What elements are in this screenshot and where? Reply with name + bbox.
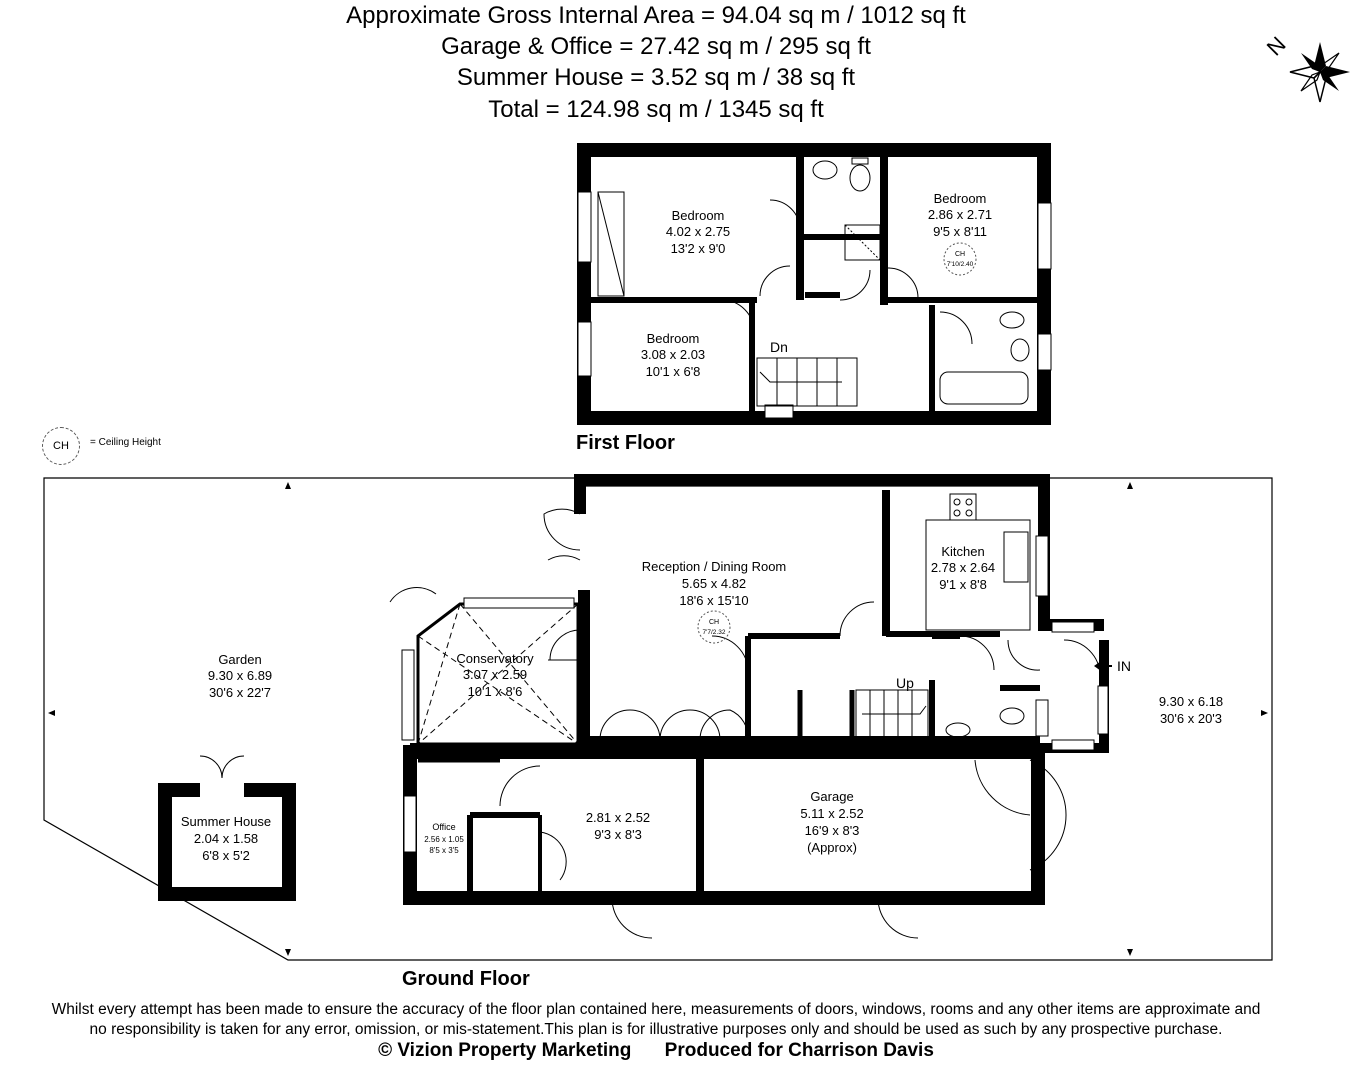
reception-ch-value: 7'7/2.32 [702,629,726,636]
summer-house-name: Summer House [180,814,272,829]
ceiling-height-legend-text: = Ceiling Height [90,437,161,448]
reception-imperial: 18'6 x 15'10 [679,593,749,608]
bedroom2-imperial: 9'5 x 8'11 [933,224,987,239]
compass-rose-icon [1290,42,1350,102]
garage-name: Garage [810,789,854,804]
front-garden-imperial: 30'6 x 20'3 [1159,711,1223,726]
bedroom3-imperial: 10'1 x 6'8 [645,364,701,379]
bedroom3-metric: 3.08 x 2.03 [640,347,706,362]
summer-house-area-line: Summer House = 3.52 sq m / 38 sq ft [456,64,856,91]
garage-office-area-line: Garage & Office = 27.42 sq m / 295 sq ft [441,33,871,60]
credits [0,1040,1312,1062]
garage-imperial: 16'9 x 8'3 [804,823,860,838]
garden-name: Garden [218,652,262,667]
bedroom1-metric: 4.02 x 2.75 [665,224,731,239]
copyright-text: © Vizion Property Marketing [378,1040,632,1061]
kitchen-imperial: 9'1 x 8'8 [939,577,987,592]
office-metric: 2.56 x 1.05 [424,835,464,844]
garden-metric: 9.30 x 6.89 [207,668,273,683]
ground-floor-stairs [856,690,928,738]
summer-house-metric: 2.04 x 1.58 [193,831,259,846]
garden-imperial: 30'6 x 22'7 [208,685,272,700]
bedroom2-metric: 2.86 x 2.71 [927,207,993,222]
store-imperial: 9'3 x 8'3 [594,827,642,842]
store-metric: 2.81 x 2.52 [585,810,651,825]
dimension-markers [48,482,1268,956]
reception-name: Reception / Dining Room [641,559,787,574]
ground-floor-label: Ground Floor [402,968,530,990]
kitchen-metric: 2.78 x 2.64 [930,560,996,575]
bedroom3-name: Bedroom [646,331,700,346]
office-imperial: 8'5 x 3'5 [429,846,459,855]
bedroom2-name: Bedroom [933,191,987,206]
ground-floor-stairs-label: Up [896,675,914,691]
conservatory-name: Conservatory [456,651,534,666]
reception-ch-badge [698,611,730,643]
office-name: Office [432,822,456,832]
disclaimer-line-2: no responsibility is taken for any error, omission, or mis-statement.This plan is for illustrative purposes only and should be used as such by any prospective purchase. [89,1021,1223,1038]
first-floor-label: First Floor [576,432,675,454]
reception-ch-symbol: CH [708,619,720,626]
summer-house-doorway [200,783,244,797]
gross-area-line: Approximate Gross Internal Area = 94.04 sq m / 1012 sq ft [346,2,966,29]
conservatory-imperial: 10'1 x 8'6 [467,684,523,699]
conservatory-metric: 3.07 x 2.59 [462,667,528,682]
disclaimer-line-1: Whilst every attempt has been made to ensure the accuracy of the floor plan contained here, measurements of doors, windows, rooms and any other items are approximate and [51,1001,1261,1018]
compass-north-label: N [1261,31,1291,61]
total-area-line: Total = 124.98 sq m / 1345 sq ft [488,96,824,123]
first-floor-stairs-label: Dn [770,339,788,355]
summer-house-imperial: 6'8 x 5'2 [202,848,250,863]
bedroom2-ch-badge [944,243,976,275]
front-garden-metric: 9.30 x 6.18 [1158,694,1224,709]
produced-for-text: Produced for Charrison Davis [664,1040,934,1061]
bedroom1-name: Bedroom [671,208,725,223]
kitchen-name: Kitchen [941,544,985,559]
garage-metric: 5.11 x 2.52 [800,806,864,821]
reception-metric: 5.65 x 4.82 [681,576,747,591]
first-floor-stairs [757,358,857,406]
entrance-label: IN [1117,658,1131,674]
bedroom2-ch-value: 7'10/2.40 [946,261,974,268]
garage-note: (Approx) [807,840,857,855]
bedroom1-imperial: 13'2 x 9'0 [670,241,726,256]
ceiling-height-legend-icon: CH [42,427,80,465]
bedroom2-ch-symbol: CH [954,251,966,258]
kitchen-fixtures [926,494,1030,737]
